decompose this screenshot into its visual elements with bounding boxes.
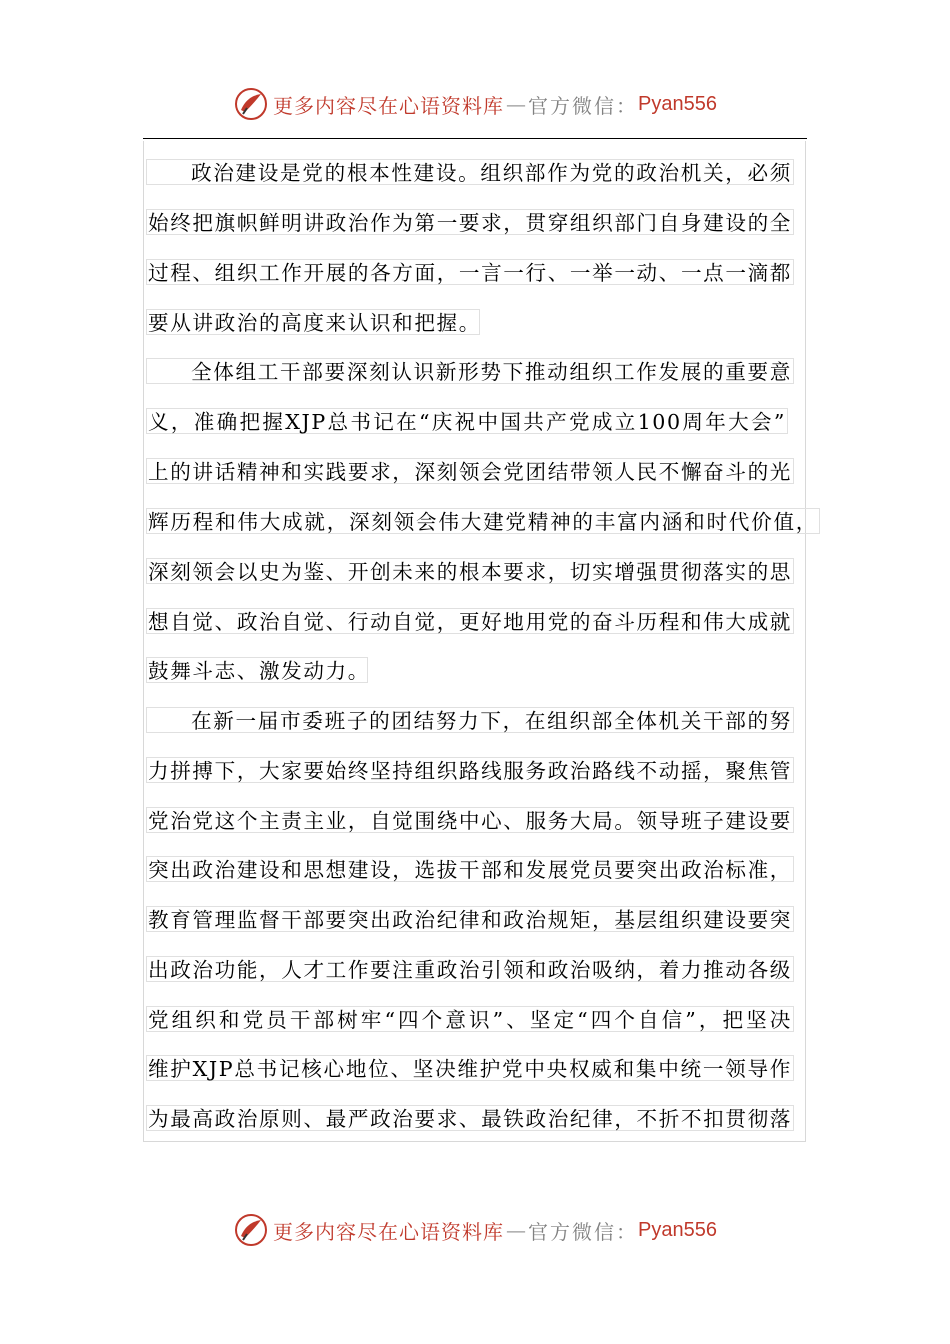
text-line: 深刻领会以史为鉴、开创未来的根本要求，切实增强贯彻落实的思 xyxy=(148,560,792,584)
text-line: 党组织和党员干部树牢“四个意识”、坚定“四个自信”，把坚决 xyxy=(148,1008,792,1032)
header-divider xyxy=(143,138,807,139)
text-line: 力拼搏下，大家要始终坚持组织路线服务政治路线不动摇，聚焦管 xyxy=(148,759,792,783)
text-line: 突出政治建设和思想建设，选拔干部和发展党员要突出政治标准， xyxy=(148,858,792,882)
text-line: 辉历程和伟大成就，深刻领会伟大建党精神的丰富内涵和时代价值， xyxy=(148,510,818,534)
banner-dash: — xyxy=(506,1218,527,1242)
text-line: 上的讲话精神和实践要求，深刻领会党团结带领人民不懈奋斗的光 xyxy=(148,460,792,484)
header-banner xyxy=(0,84,950,124)
text-line: 教育管理监督干部要突出政治纪律和政治规矩，基层组织建设要突 xyxy=(148,908,792,932)
banner-official-label: 官方微信： xyxy=(528,1219,639,1244)
text-line: 在新一届市委班子的团结努力下，在组织部全体机关干部的努 xyxy=(146,707,794,733)
pen-logo-icon xyxy=(233,86,269,122)
banner-brand-text: 更多内容尽在心语资料库 xyxy=(273,1219,505,1244)
banner-official-label: 官方微信： xyxy=(528,93,639,118)
banner-wechat-id: Pyan556 xyxy=(638,92,717,115)
text-line: 出政治功能，人才工作要注重政治引领和政治吸纳，着力推动各级 xyxy=(148,958,792,982)
text-line: 义，准确把握XJP总书记在“庆祝中国共产党成立100周年大会” xyxy=(148,410,786,434)
text-line: 要从讲政治的高度来认识和把握。 xyxy=(148,311,481,335)
text-line: 政治建设是党的根本性建设。组织部作为党的政治机关，必须 xyxy=(146,159,794,185)
pen-logo-icon xyxy=(233,1212,269,1248)
text-line: 维护XJP总书记核心地位、坚决维护党中央权威和集中统一领导作 xyxy=(148,1057,792,1081)
text-line: 鼓舞斗志、激发动力。 xyxy=(148,659,370,683)
text-line: 想自觉、政治自觉、行动自觉，更好地用党的奋斗历程和伟大成就 xyxy=(148,610,792,634)
banner-wechat-id: Pyan556 xyxy=(638,1218,717,1241)
text-line: 始终把旗帜鲜明讲政治作为第一要求，贯穿组织部门自身建设的全 xyxy=(148,211,792,235)
footer-banner xyxy=(0,1210,950,1250)
banner-dash: — xyxy=(506,92,527,116)
banner-brand-text: 更多内容尽在心语资料库 xyxy=(273,93,505,118)
text-line: 党治党这个主责主业，自觉围绕中心、服务大局。领导班子建设要 xyxy=(148,809,792,833)
text-line: 为最高政治原则、最严政治要求、最铁政治纪律，不折不扣贯彻落 xyxy=(148,1107,792,1131)
text-frame xyxy=(143,141,806,1142)
text-line: 全体组工干部要深刻认识新形势下推动组织工作发展的重要意 xyxy=(146,358,794,384)
text-line: 过程、组织工作开展的各方面，一言一行、一举一动、一点一滴都 xyxy=(148,261,792,285)
